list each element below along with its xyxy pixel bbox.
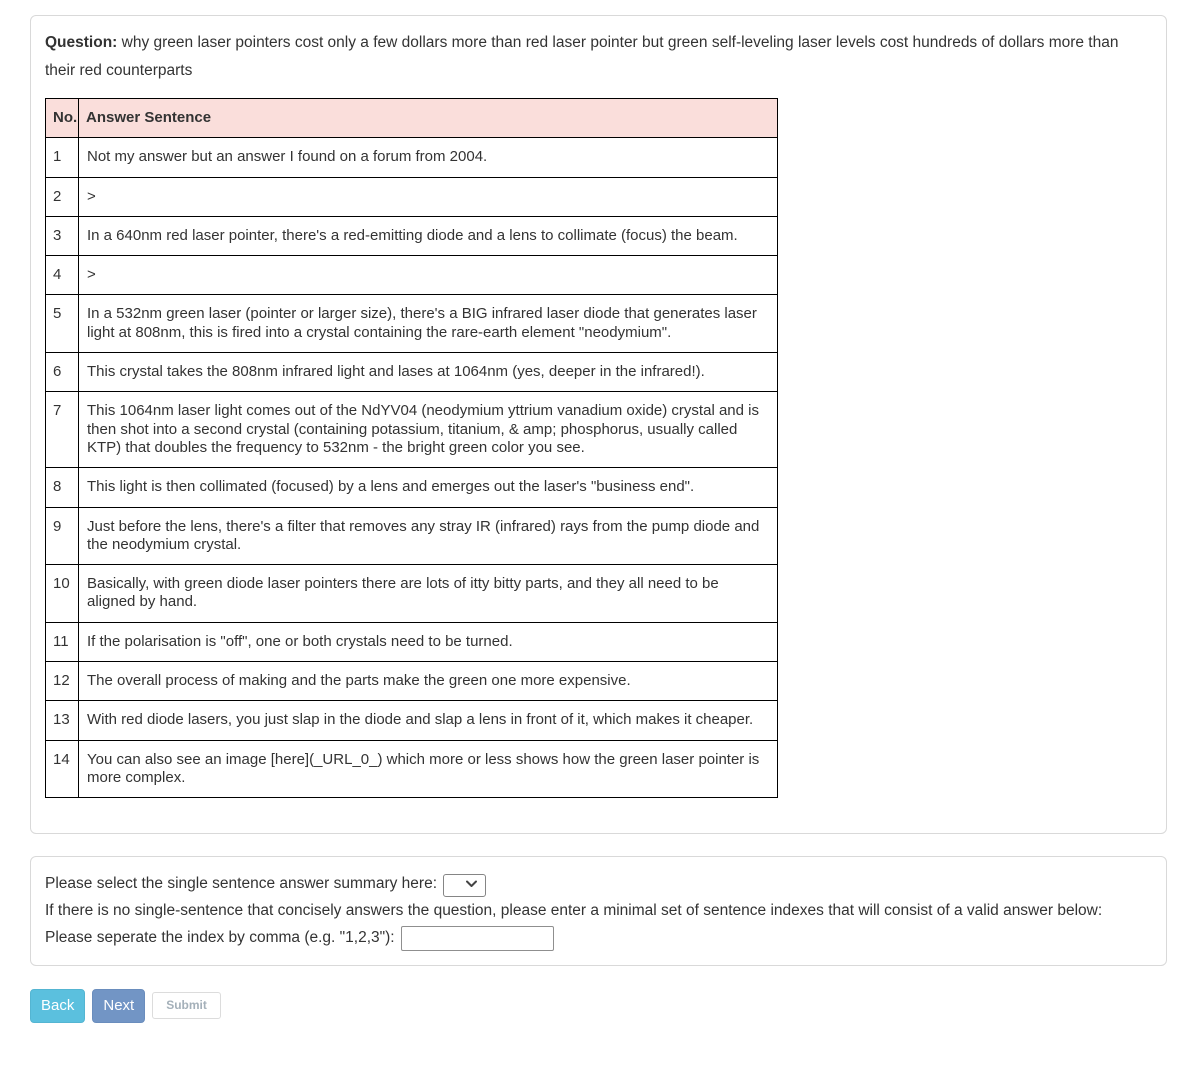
summary-select-wrap	[443, 873, 486, 896]
table-row	[46, 565, 778, 623]
question-panel	[30, 15, 1167, 834]
index-input-label: Please seperate the index by comma (e.g. "1,2,3"):	[45, 929, 395, 947]
row-number-cell: 1	[46, 138, 79, 177]
answer-sentence-cell: Just before the lens, there's a filter that removes any stray IR (infrared) rays from the pump diode and the neodymium crystal.	[79, 507, 778, 565]
action-buttons	[30, 989, 1167, 1024]
table-row	[46, 701, 778, 740]
answer-sentence-cell: >	[79, 256, 778, 295]
row-number-cell: 2	[46, 177, 79, 216]
row-number-cell: 9	[46, 507, 79, 565]
answer-sentence-cell: This light is then collimated (focused) by a lens and emerges out the laser's "business end".	[79, 468, 778, 507]
summary-select[interactable]	[443, 874, 486, 897]
table-row	[46, 662, 778, 701]
table-header-row	[46, 99, 778, 138]
table-row	[46, 138, 778, 177]
row-number-cell: 12	[46, 662, 79, 701]
table-row	[46, 295, 778, 353]
answer-sentence-cell: This 1064nm laser light comes out of the NdYV04 (neodymium yttrium vanadium oxide) crystal and is then shot into a second crystal (containing potassium, titanium, & amp; phosphorus, usually called KTP) that doubles the frequency to 532nm - the bright green color you see.	[79, 392, 778, 468]
answer-sentence-cell: With red diode lasers, you just slap in the diode and slap a lens in front of it, which makes it cheaper.	[79, 701, 778, 740]
answer-sentences-table	[45, 98, 778, 798]
answer-sentence-cell: If the polarisation is "off", one or both crystals need to be turned.	[79, 622, 778, 661]
submit-button[interactable]: Submit	[152, 992, 221, 1019]
answer-sentence-cell: Basically, with green diode laser pointers there are lots of itty bitty parts, and they all need to be aligned by hand.	[79, 565, 778, 623]
table-row	[46, 468, 778, 507]
row-number-cell: 14	[46, 740, 79, 798]
summary-select-row	[45, 871, 1152, 896]
row-number-cell: 10	[46, 565, 79, 623]
index-input-row	[45, 925, 1152, 950]
answer-form-panel	[30, 856, 1167, 965]
row-number-cell: 13	[46, 701, 79, 740]
col-header-no: No.	[46, 99, 79, 138]
next-button[interactable]: Next	[92, 989, 145, 1024]
row-number-cell: 8	[46, 468, 79, 507]
row-number-cell: 3	[46, 216, 79, 255]
answer-sentence-cell: This crystal takes the 808nm infrared light and lases at 1064nm (yes, deeper in the infrared!).	[79, 353, 778, 392]
answer-sentence-cell: Not my answer but an answer I found on a forum from 2004.	[79, 138, 778, 177]
table-row	[46, 256, 778, 295]
col-header-answer-sentence: Answer Sentence	[79, 99, 778, 138]
index-input[interactable]	[401, 926, 554, 951]
answer-sentence-cell: In a 640nm red laser pointer, there's a red-emitting diode and a lens to collimate (focus) the beam.	[79, 216, 778, 255]
row-number-cell: 4	[46, 256, 79, 295]
row-number-cell: 6	[46, 353, 79, 392]
table-row	[46, 353, 778, 392]
answer-sentence-cell: In a 532nm green laser (pointer or larger size), there's a BIG infrared laser diode that generates laser light at 808nm, this is fired into a crystal containing the rare-earth element "neodymium".	[79, 295, 778, 353]
no-single-sentence-note: If there is no single-sentence that concisely answers the question, please enter a minimal set of sentence indexes that will consist of a valid answer below:	[45, 902, 1103, 920]
question-body: why green laser pointers cost only a few dollars more than red laser pointer but green self-leveling laser levels cost hundreds of dollars more than their red counterparts	[45, 34, 1119, 79]
answer-sentence-cell: You can also see an image [here](_URL_0_) which more or less shows how the green laser pointer is more complex.	[79, 740, 778, 798]
table-row	[46, 177, 778, 216]
table-row	[46, 740, 778, 798]
question-text	[45, 29, 1151, 85]
answer-sentence-cell: >	[79, 177, 778, 216]
question-label: Question:	[45, 34, 118, 51]
summary-select-label: Please select the single sentence answer summary here:	[45, 875, 438, 893]
row-number-cell: 7	[46, 392, 79, 468]
row-number-cell: 11	[46, 622, 79, 661]
table-row	[46, 216, 778, 255]
table-row	[46, 622, 778, 661]
row-number-cell: 5	[46, 295, 79, 353]
table-row	[46, 392, 778, 468]
table-row	[46, 507, 778, 565]
back-button[interactable]: Back	[30, 989, 85, 1024]
answer-sentence-cell: The overall process of making and the parts make the green one more expensive.	[79, 662, 778, 701]
